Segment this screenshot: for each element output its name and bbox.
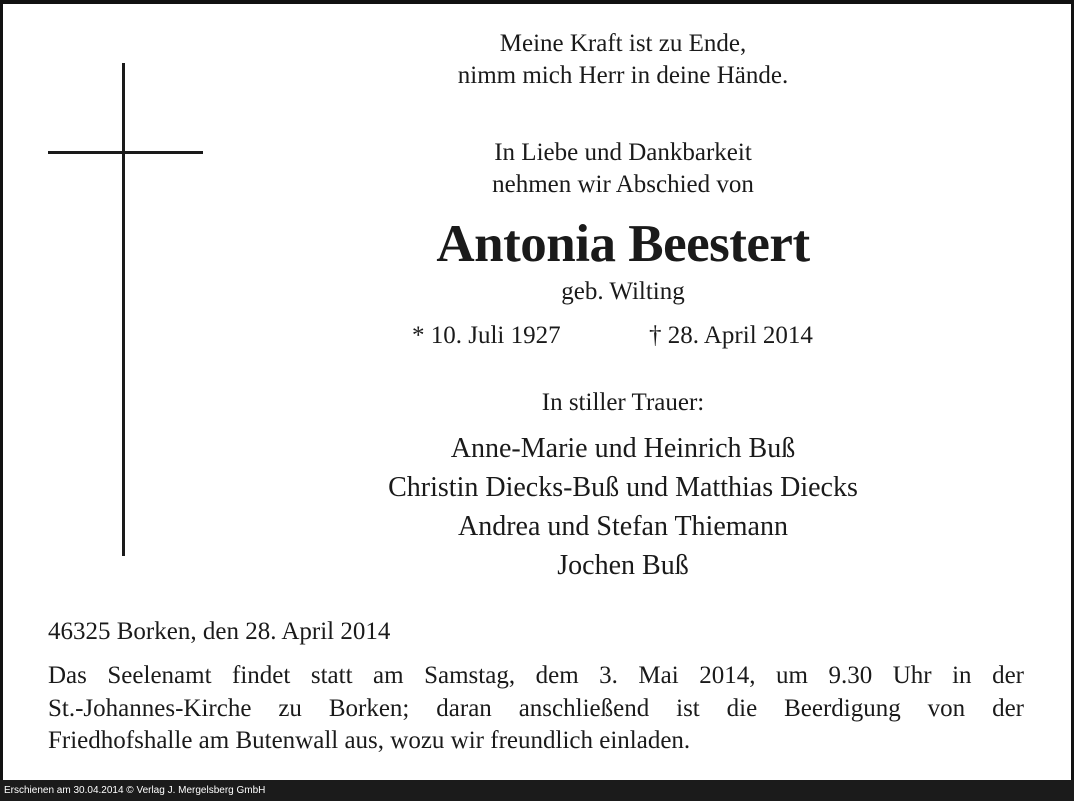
service-line: Das Seelenamt findet statt am Samstag, dem 3. Mai 2014, um 9.30 Uhr in der <box>48 662 1024 689</box>
intro <box>323 137 923 201</box>
publication-credit: Erschienen am 30.04.2014 © Verlag J. Mergelsberg GmbH <box>4 785 266 796</box>
cross-icon-vertical-bar <box>122 63 125 556</box>
motto-line: Meine Kraft ist zu Ende, <box>499 30 747 57</box>
service-line: Friedhofshalle am Butenwall aus, wozu wir freundlich einladen. <box>48 727 691 754</box>
service-line: St.-Johannes-Kirche zu Borken; daran anschließend ist die Beerdigung von der <box>48 694 1024 722</box>
deceased-name: Antonia Beestert <box>436 215 810 273</box>
birth-name: geb. Wilting <box>561 278 685 305</box>
intro-line: In Liebe und Dankbarkeit <box>494 139 752 166</box>
place-and-date: 46325 Borken, den 28. April 2014 <box>48 618 391 645</box>
mourner-entry: Andrea und Stefan Thiemann <box>458 511 788 542</box>
intro-line: nehmen wir Abschied von <box>492 171 754 198</box>
mourner-entry: Anne-Marie und Heinrich Buß <box>450 433 796 464</box>
mourning-heading: In stiller Trauer: <box>541 389 705 416</box>
cross-icon-horizontal-bar <box>48 151 203 154</box>
footer-bar <box>0 780 1074 801</box>
death-date: † 28. April 2014 <box>649 322 813 349</box>
mourners-list <box>323 429 923 585</box>
birth-date: * 10. Juli 1927 <box>412 322 561 349</box>
mourner-entry: Christin Diecks-Buß und Matthias Diecks <box>388 472 858 503</box>
service-info <box>48 660 1024 758</box>
motto <box>323 28 923 92</box>
motto-line: nimm mich Herr in deine Hände. <box>457 62 789 89</box>
mourner-entry: Jochen Buß <box>557 550 689 581</box>
